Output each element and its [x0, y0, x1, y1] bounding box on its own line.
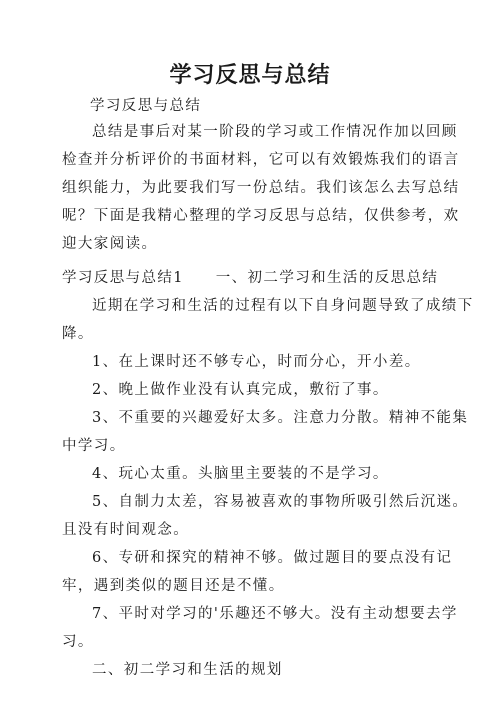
list-item: 6、专研和探究的精神不够。做过题目的要点没有记 [92, 550, 453, 566]
intro-line: 总结是事后对某一阶段的学习或工作情况作加以回顾 [92, 124, 458, 140]
section-heading: 学习反思与总结1 一、初二学习和生活的反思总结 [62, 270, 439, 286]
list-item: 1、在上课时还不够专心，时而分心，开小差。 [92, 354, 421, 370]
list-item: 4、玩心太重。头脑里主要装的不是学习。 [92, 466, 389, 482]
list-item-continued: 且没有时间观念。 [62, 522, 190, 538]
intro-line: 迎大家阅读。 [62, 236, 158, 252]
subsection-heading: 二、初二学习和生活的规划 [92, 662, 283, 678]
intro-paragraph [62, 118, 460, 258]
list-item-continued: 牢，遇到类似的题目还是不懂。 [62, 578, 285, 594]
document-subtitle: 学习反思与总结 [90, 98, 202, 114]
list-item-continued: 中学习。 [62, 438, 126, 454]
body-line: 近期在学习和生活的过程有以下自身问题导致了成绩下 [92, 298, 474, 314]
list-item: 7、平时对学习的'乐趣还不够大。没有主动想要去学 [92, 606, 458, 622]
document-title: 学习反思与总结 [169, 62, 331, 88]
list-item: 3、不重要的兴趣爱好太多。注意力分散。精神不能集 [92, 410, 469, 426]
list-item: 2、晚上做作业没有认真完成，敷衍了事。 [92, 382, 389, 398]
intro-line: 组织能力，为此要我们写一份总结。我们该怎么去写总结 [62, 180, 460, 196]
list-item-continued: 习。 [62, 634, 94, 650]
intro-line: 呢？下面是我精心整理的学习反思与总结，仅供参考，欢 [62, 208, 460, 224]
list-item: 5、自制力太差，容易被喜欢的事物所吸引然后沉迷。 [92, 494, 469, 510]
section-1 [62, 264, 474, 684]
intro-line: 检查并分析评价的书面材料，它可以有效锻炼我们的语言 [62, 152, 460, 168]
body-line: 降。 [62, 326, 94, 342]
